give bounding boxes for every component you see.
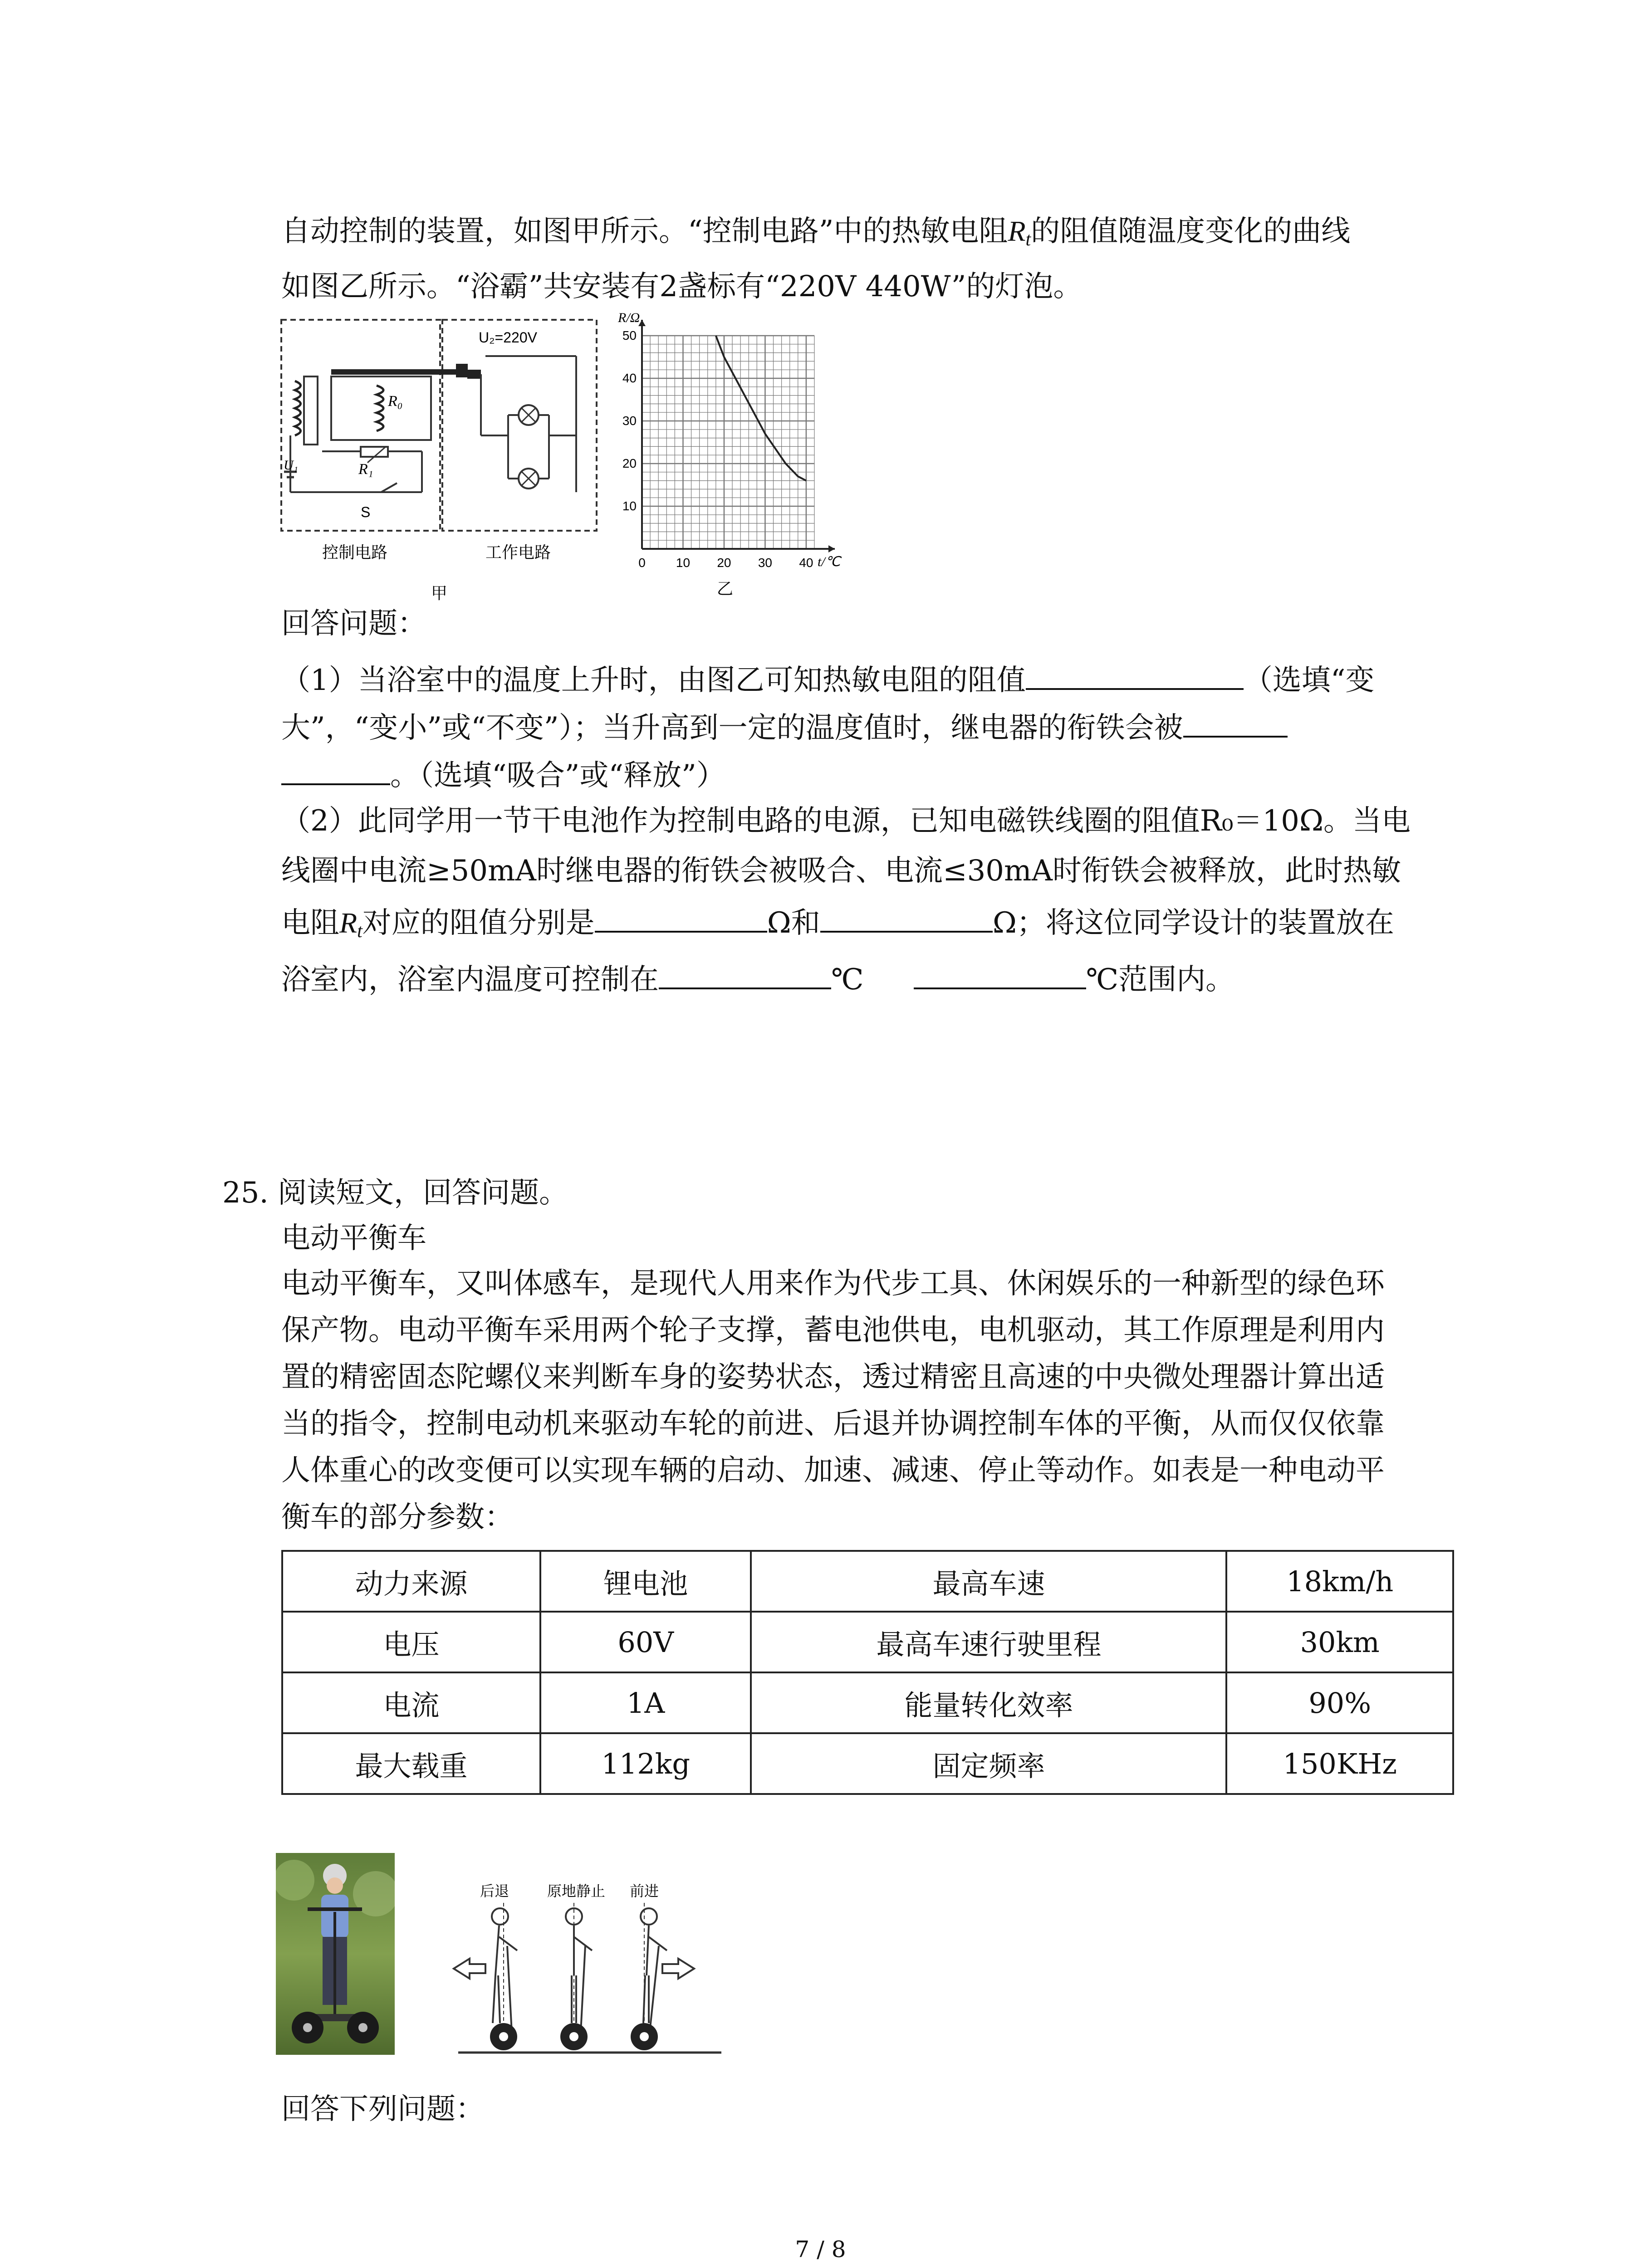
- q1-line-1: [281, 660, 1374, 699]
- intro-line-1: [281, 213, 1350, 258]
- chart-ticks: [622, 328, 813, 570]
- q2-text: ℃范围内。: [1086, 963, 1235, 997]
- table-cell: 动力来源: [282, 1551, 540, 1612]
- q2-text: Ω和: [767, 906, 820, 940]
- r0-label: R₀: [388, 393, 403, 410]
- chart-grid: [642, 336, 814, 549]
- figure-caption-jia: 甲: [431, 584, 448, 603]
- table-cell: 30km: [1226, 1612, 1453, 1672]
- table-row: [282, 1733, 1453, 1794]
- y-tick-label: 10: [622, 499, 637, 513]
- balance-car-photo: [276, 1853, 395, 2055]
- questions-heading: 回答问题：: [281, 607, 426, 640]
- table-cell: 1A: [540, 1672, 751, 1733]
- x-tick-label: 30: [758, 556, 773, 570]
- q1-text: （选填“变: [1243, 664, 1375, 697]
- wheel-icon: [560, 2023, 588, 2050]
- y-tick-label: 30: [622, 414, 637, 428]
- q1-text: 大”，“变小”或“不变”）；当升高到一定的温度值时，继电器的衔铁会被: [281, 711, 1183, 745]
- table-row: [282, 1672, 1453, 1733]
- q25-para-4: 当的指令，控制电动机来驱动车轮的前进、后退并协调控制车体的平衡，从而仅仅依靠: [281, 1407, 1385, 1441]
- q1-line-2: [281, 708, 1288, 746]
- q1-text: （1）当浴室中的温度上升时，由图乙可知热敏电阻的阻值: [281, 664, 1026, 697]
- table-row: [282, 1551, 1453, 1612]
- intro-line-2: 如图乙所示。“浴霸”共安装有2盏标有“220V 440W”的灯泡。: [281, 270, 1083, 303]
- control-circuit-label: 控制电路: [322, 543, 388, 562]
- x-axis-arrow-icon: [828, 545, 835, 552]
- q25-para-1: 电动平衡车，又叫体感车，是现代人用来作为代步工具、休闲娱乐的一种新型的绿色环: [281, 1267, 1385, 1300]
- arrow-left-icon: [454, 1959, 485, 1979]
- table-cell: 150KHz: [1226, 1733, 1453, 1794]
- q25-title: 电动平衡车: [281, 1222, 426, 1255]
- table-cell: 锂电池: [540, 1551, 751, 1612]
- chart-y-axis-label: R/Ω: [618, 310, 640, 325]
- q2-text: ℃: [831, 963, 864, 997]
- q2-text: Ω；将这位同学设计的装置放在: [992, 906, 1394, 940]
- table-cell: 电压: [282, 1612, 540, 1672]
- label-backward: 后退: [480, 1882, 509, 1900]
- x-tick-label: 20: [717, 556, 731, 570]
- parameter-table: [281, 1550, 1454, 1795]
- lamp-icon: [519, 405, 539, 425]
- table-cell: 18km/h: [1226, 1551, 1453, 1612]
- chart-x-axis-label: t/℃: [818, 554, 841, 569]
- r1-label: R₁: [358, 461, 373, 478]
- answer-blank[interactable]: [1183, 708, 1288, 738]
- rt-symbol: $R_t$: [1008, 215, 1031, 250]
- rt-symbol: $R_t$: [339, 907, 362, 942]
- q2-text: 浴室内，浴室内温度可控制在: [281, 963, 659, 997]
- figure-caption-yi: 乙: [717, 580, 734, 598]
- answer-blank[interactable]: [914, 959, 1086, 989]
- s-label: S: [361, 504, 371, 520]
- q25-para-5: 人体重心的改变便可以实现车辆的启动、加速、减速、停止等动作。如表是一种电动平: [281, 1454, 1385, 1487]
- q2-text: 对应的阻值分别是: [362, 906, 595, 940]
- table-cell: 90%: [1226, 1672, 1453, 1733]
- q2-line-2: 线圈中电流≥50mA时继电器的衔铁会被吸合、电流≤30mA时衔铁会被释放，此时热敏: [281, 854, 1401, 888]
- answer-blank[interactable]: [820, 903, 993, 933]
- q2-text: 电阻: [281, 906, 339, 940]
- chart-axes: [638, 320, 835, 552]
- table-cell: 最大载重: [282, 1733, 540, 1794]
- q25-para-6: 衡车的部分参数：: [281, 1501, 514, 1534]
- q25-answer-heading: 回答下列问题：: [281, 2092, 485, 2126]
- coil-icon: [295, 376, 318, 445]
- u1-label: U₁: [284, 458, 299, 473]
- table-cell: 60V: [540, 1612, 751, 1672]
- wheel-icon: [631, 2023, 658, 2050]
- table-cell: 电流: [282, 1672, 540, 1733]
- circuit-diagram: [272, 313, 608, 612]
- q25-para-3: 置的精密固态陀螺仪来判断车身的姿势状态，透过精密且高速的中央微处理器计算出适: [281, 1360, 1385, 1394]
- q25-para-2: 保产物。电动平衡车采用两个轮子支撑，蓄电池供电，电机驱动，其工作原理是利用内: [281, 1314, 1385, 1347]
- label-still: 原地静止: [547, 1882, 606, 1900]
- balance-car-postures: [449, 1878, 730, 2059]
- lamp-icon: [519, 469, 539, 489]
- x-tick-label: 40: [799, 556, 813, 570]
- x-tick-label: 0: [638, 556, 646, 570]
- arrow-right-icon: [662, 1959, 694, 1979]
- answer-blank[interactable]: [281, 755, 390, 785]
- answer-blank[interactable]: [595, 903, 767, 933]
- table-cell: 最高车速行驶里程: [751, 1612, 1226, 1672]
- chart-series-line: [716, 336, 806, 481]
- resistance-temperature-chart: [608, 308, 862, 617]
- answer-blank[interactable]: [1026, 660, 1244, 690]
- table-cell: 能量转化效率: [751, 1672, 1226, 1733]
- q2-line-1: （2）此同学用一节干电池作为控制电路的电源，已知电磁铁线圈的阻值R₀＝10Ω。当电: [281, 804, 1411, 838]
- u2-label: U₂=220V: [479, 329, 537, 346]
- question-number: 25.: [222, 1176, 269, 1210]
- q1-line-3: [281, 755, 725, 794]
- question-prompt: 阅读短文，回答问题。: [278, 1176, 568, 1210]
- q2-line-4: [281, 959, 1234, 998]
- intro-text: 自动控制的装置，如图甲所示。“控制电路”中的热敏电阻: [281, 215, 1008, 248]
- label-forward: 前进: [629, 1882, 659, 1900]
- work-circuit-label: 工作电路: [485, 543, 551, 562]
- intro-text: 的阻值随温度变化的曲线: [1031, 215, 1351, 248]
- table-cell: 112kg: [540, 1733, 751, 1794]
- table-cell: 最高车速: [751, 1551, 1226, 1612]
- y-tick-label: 50: [622, 328, 637, 342]
- x-tick-label: 10: [676, 556, 691, 570]
- y-tick-label: 20: [622, 456, 637, 470]
- q2-line-3: [281, 903, 1394, 949]
- y-tick-label: 40: [622, 371, 637, 385]
- q1-text: 。（选填“吸合”或“释放”）: [390, 759, 725, 792]
- table-row: [282, 1612, 1453, 1672]
- page-number: 7 / 8: [795, 2236, 846, 2263]
- table-cell: 固定频率: [751, 1733, 1226, 1794]
- wheel-icon: [490, 2023, 517, 2050]
- q25-prompt: [222, 1175, 568, 1211]
- answer-blank[interactable]: [659, 959, 831, 989]
